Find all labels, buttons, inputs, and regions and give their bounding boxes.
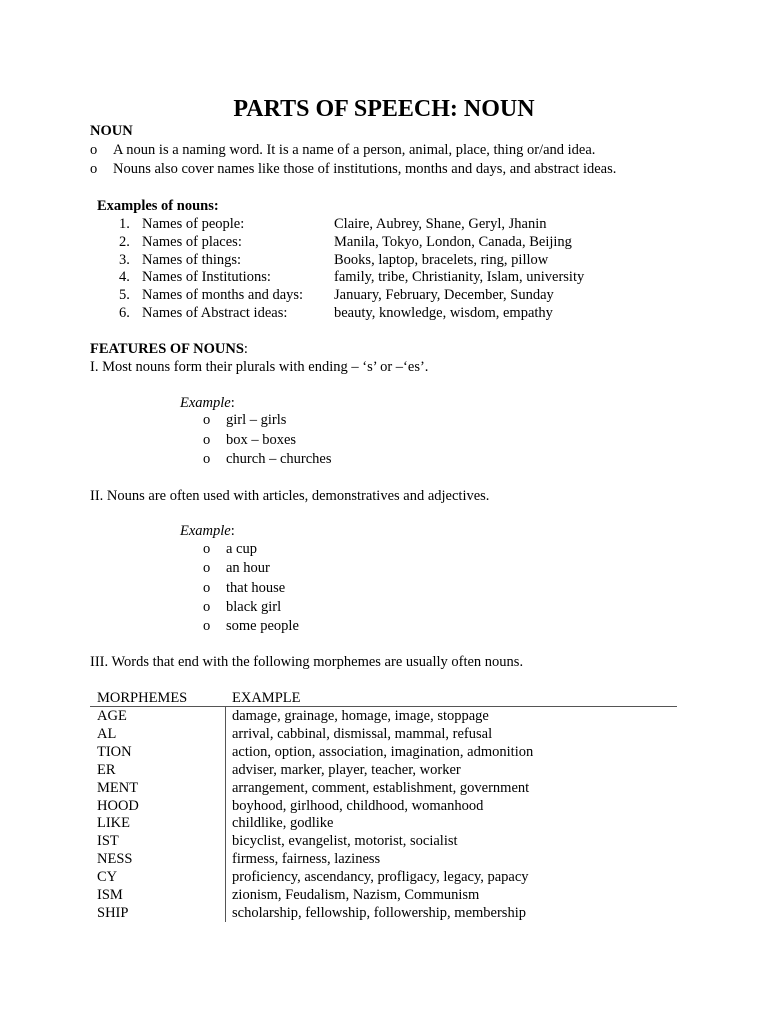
example-label: Names of places:	[142, 233, 242, 250]
feature-1-text: I. Most nouns form their plurals with ending – ‘s’ or –‘es’.	[90, 359, 429, 375]
example-value: Claire, Aubrey, Shane, Geryl, Jhanin	[334, 216, 547, 232]
feature-2-example-item: a cup	[226, 541, 257, 557]
noun-bullet-2	[90, 160, 97, 179]
bullet-mark: o	[203, 541, 211, 557]
feature-1-example-item: box – boxes	[226, 431, 297, 448]
table-cell-morpheme: TION	[97, 743, 132, 760]
table-cell-example: proficiency, ascendancy, profligacy, legacy, papacy	[232, 869, 529, 886]
example-number: 6.	[119, 305, 130, 321]
features-heading-text: FEATURES OF NOUNS	[90, 341, 244, 357]
example-number: 5.	[119, 287, 130, 304]
table-cell-morpheme: NESS	[97, 851, 133, 868]
table-cell-morpheme: ISM	[97, 887, 123, 903]
table-cell-morpheme: SHIP	[97, 904, 129, 921]
table-cell-example: arrival, cabbinal, dismissal, mammal, refusal	[232, 725, 493, 742]
example-value: beauty, knowledge, wisdom, empathy	[334, 305, 553, 321]
bullet-mark: o	[203, 579, 211, 596]
bullet-mark: o	[203, 598, 211, 615]
bullet-mark: o	[203, 451, 211, 467]
table-cell-morpheme: MENT	[97, 779, 139, 796]
example-number: 1.	[119, 216, 130, 232]
example-label: Names of Abstract ideas:	[142, 305, 288, 321]
feature-2-text: II. Nouns are often used with articles, demonstratives and adjectives.	[90, 488, 490, 504]
table-cell-example: zionism, Feudalism, Nazism, Communism	[232, 887, 480, 903]
example-value: Manila, Tokyo, London, Canada, Beijing	[334, 233, 572, 250]
table-cell-morpheme: CY	[97, 869, 118, 886]
example-label: Names of months and days:	[142, 287, 304, 304]
feature-1-example-item: church – churches	[226, 451, 332, 467]
examples-heading: Examples of nouns:	[97, 198, 219, 214]
example-label: Example	[180, 523, 231, 539]
example-value: Books, laptop, bracelets, ring, pillow	[334, 251, 549, 268]
feature-1-example-item: girl – girls	[226, 412, 287, 428]
table-cell-morpheme: AGE	[97, 708, 127, 724]
example-number: 4.	[119, 269, 130, 286]
table-cell-morpheme: HOOD	[97, 797, 139, 814]
example-number: 2.	[119, 233, 130, 250]
feature-2-example-label	[180, 522, 235, 541]
table-cell-example: action, option, association, imagination, admonition	[232, 743, 534, 760]
bullet-mark: o	[203, 412, 211, 428]
bullet-mark: o	[90, 161, 98, 177]
noun-heading: NOUN	[90, 123, 133, 139]
feature-2-example-item: that house	[226, 579, 286, 596]
table-cell-example: firmess, fairness, laziness	[232, 851, 381, 868]
example-colon: :	[230, 523, 235, 539]
page-title: PARTS OF SPEECH: NOUN	[233, 96, 535, 122]
features-heading	[90, 340, 248, 359]
feature-2-example-item: black girl	[226, 598, 282, 615]
table-cell-example: bicyclist, evangelist, motorist, socialist	[232, 833, 458, 850]
table-header-example: EXAMPLE	[232, 690, 301, 706]
table-cell-example: childlike, godlike	[232, 815, 334, 832]
bullet-mark: o	[203, 431, 211, 448]
table-cell-example: boyhood, girlhood, childhood, womanhood	[232, 797, 484, 814]
noun-bullet-text-1: A noun is a naming word. It is a name of a person, animal, place, thing or/and idea.	[113, 142, 596, 158]
table-cell-example: arrangement, comment, establishment, government	[232, 779, 530, 796]
noun-bullet-1	[90, 141, 97, 160]
table-cell-example: scholarship, fellowship, followership, membership	[232, 904, 526, 921]
feature-2-example-item: an hour	[226, 560, 270, 577]
example-number: 3.	[119, 251, 130, 268]
table-cell-example: adviser, marker, player, teacher, worker	[232, 761, 461, 778]
example-value: January, February, December, Sunday	[334, 287, 554, 304]
table-header-morphemes: MORPHEMES	[97, 690, 188, 706]
example-label: Names of Institutions:	[142, 269, 271, 286]
table-column-divider	[225, 706, 226, 922]
table-cell-morpheme: AL	[97, 725, 117, 742]
table-cell-morpheme: ER	[97, 761, 116, 778]
bullet-mark: o	[90, 142, 98, 158]
noun-bullet-text-2: Nouns also cover names like those of institutions, months and days, and abstract ideas.	[113, 161, 617, 177]
feature-3-text: III. Words that end with the following morphemes are usually often nouns.	[90, 654, 524, 670]
table-cell-morpheme: IST	[97, 833, 119, 850]
table-cell-example: damage, grainage, homage, image, stoppage	[232, 708, 489, 724]
bullet-mark: o	[203, 560, 211, 577]
feature-2-example-item: some people	[226, 618, 299, 635]
example-label: Names of things:	[142, 251, 242, 268]
table-cell-morpheme: LIKE	[97, 815, 131, 832]
features-heading-colon: :	[243, 341, 248, 357]
example-colon: :	[230, 395, 235, 411]
example-label: Example	[180, 395, 231, 411]
example-value: family, tribe, Christianity, Islam, university	[334, 269, 585, 286]
example-label: Names of people:	[142, 216, 245, 232]
bullet-mark: o	[203, 618, 211, 635]
